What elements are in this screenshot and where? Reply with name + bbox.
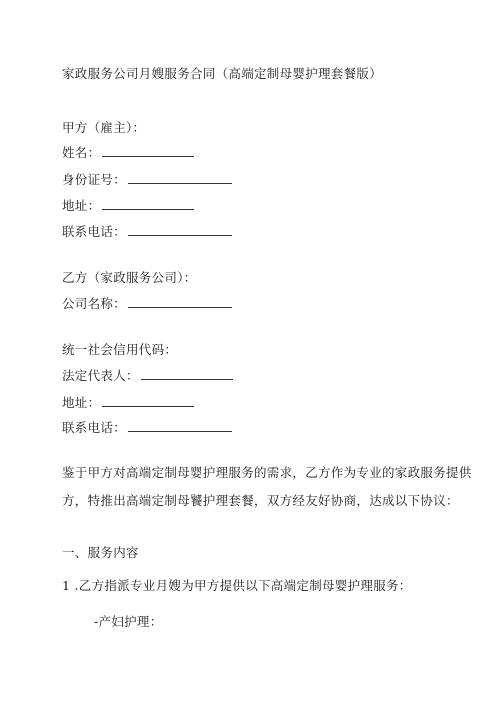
party-a-phone-blank (128, 223, 232, 236)
preamble-line-2: 方，特推出高端定制母饕护理套餐，双方经友好协商，达成以下协议： (62, 493, 459, 508)
sub-item-1: -产妇护理： (94, 614, 163, 629)
document-title: 家政服务公司月嫂服务合同（高端定制母婴护理套餐版） (62, 66, 383, 81)
party-b-company-blank (128, 295, 232, 308)
party-b-address-label: 地址： (62, 395, 101, 410)
party-a-phone-label: 联系电话： (62, 224, 127, 239)
party-a-id-label: 身份证号： (62, 172, 127, 187)
party-b-legal-rep-field (62, 367, 233, 384)
party-b-credit-code: 统一社会信用代码： (62, 342, 178, 357)
clause-1: 1 .乙方指派专业月嫂为甲方提供以下高端定制母婴护理服务： (62, 578, 412, 593)
party-a-heading: 甲方（雇主）： (62, 120, 146, 135)
party-a-name-label: 姓名： (62, 145, 101, 160)
party-b-company-label: 公司名称： (62, 296, 127, 311)
party-b-legal-rep-label: 法定代表人： (62, 368, 139, 383)
section-1-heading: 一、服务内容 (62, 545, 139, 560)
party-b-heading: 乙方（家政服务公司）： (62, 270, 197, 285)
party-b-company-field (62, 295, 232, 312)
party-a-id-field (62, 171, 232, 188)
party-b-phone-blank (128, 419, 232, 432)
party-a-address-label: 地址： (62, 198, 101, 213)
party-b-address-field (62, 394, 194, 411)
party-b-phone-label: 联系电话： (62, 420, 127, 435)
party-b-address-blank (102, 394, 194, 407)
party-a-name-blank (102, 144, 194, 157)
party-a-name-field (62, 144, 194, 161)
preamble-line-1: 鉴于甲方对高端定制母婴护理服务的需求，乙方作为专业的家政服务提供 (62, 465, 472, 480)
party-a-address-field (62, 197, 194, 214)
party-a-id-blank (128, 171, 232, 184)
party-a-phone-field (62, 223, 232, 240)
party-b-phone-field (62, 419, 232, 436)
party-b-legal-rep-blank (141, 367, 233, 380)
party-a-address-blank (102, 197, 194, 210)
